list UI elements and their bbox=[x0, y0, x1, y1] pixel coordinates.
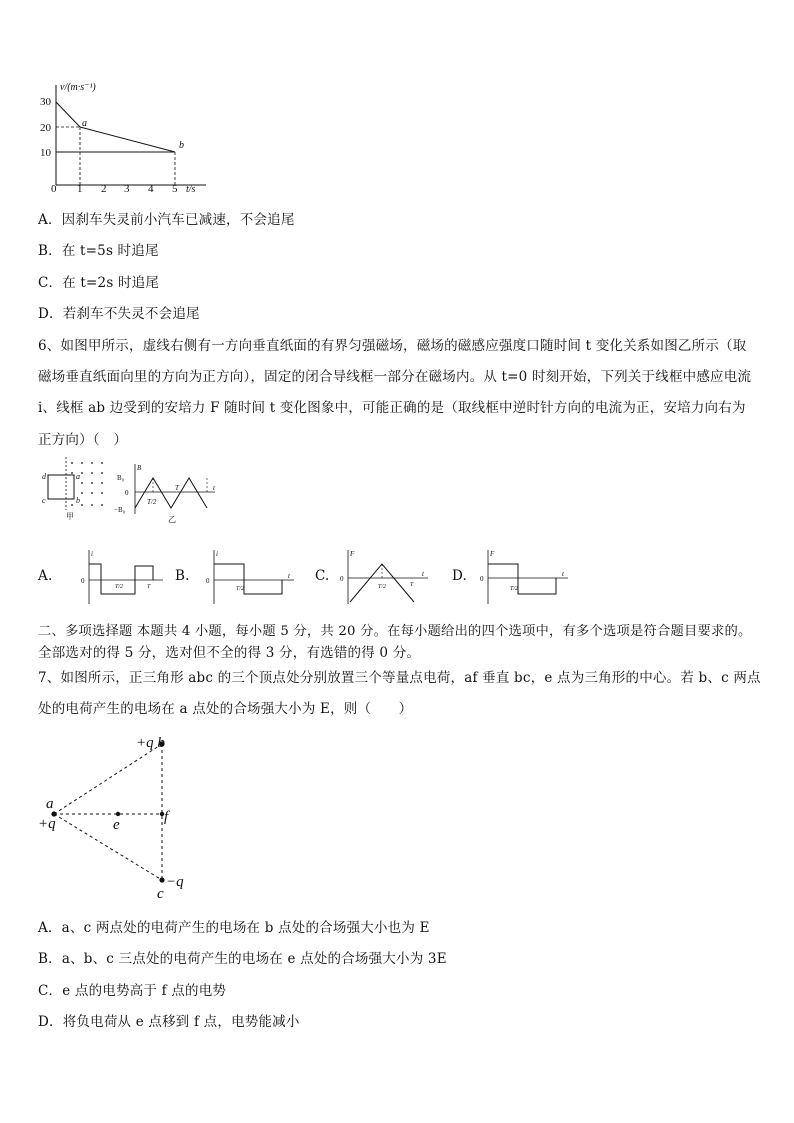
jia-d: d bbox=[42, 472, 46, 481]
label-c: c bbox=[157, 886, 164, 902]
vt-x-tick-0: 0 bbox=[51, 183, 57, 195]
c-axis-zero: 0 bbox=[340, 575, 344, 583]
b-curve bbox=[214, 564, 282, 594]
yi-B: B bbox=[137, 464, 142, 472]
yi-zero: 0 bbox=[125, 489, 129, 497]
q7-option-a: A．a、c 两点处的电荷产生的电场在 b 点处的合场强大小也为 E bbox=[38, 920, 430, 936]
d-t: t bbox=[562, 570, 564, 578]
section2-line-1: 二、多项选择题 本题共 4 小题，每小题 5 分，共 20 分。在每小题给出的四个选项中，有多个选项是符合题目要求的。 bbox=[38, 624, 752, 639]
yi-label: 乙 bbox=[168, 515, 176, 524]
jia-c: c bbox=[42, 496, 46, 505]
jia-a: a bbox=[76, 472, 80, 481]
q6-figure-yi bbox=[113, 462, 223, 524]
label-f: f bbox=[164, 809, 169, 825]
q7-triangle-figure bbox=[36, 728, 196, 900]
yi-b-curve bbox=[135, 478, 207, 508]
point-e bbox=[116, 812, 120, 816]
yi-B0: B₀ bbox=[117, 474, 125, 482]
d-T2: T/2 bbox=[510, 586, 519, 592]
vt-point-a: a bbox=[82, 118, 87, 129]
vt-x-tick-2: 2 bbox=[101, 183, 107, 195]
yi-T: T bbox=[175, 484, 179, 492]
q6-figure-jia bbox=[38, 455, 118, 520]
charge-c bbox=[159, 877, 164, 882]
q6-line-4: 正方向）（ ） bbox=[38, 432, 128, 448]
vt-graph bbox=[36, 80, 216, 195]
label-a: a bbox=[46, 796, 54, 812]
q6-option-d-graph bbox=[474, 548, 574, 608]
q6-option-b-graph bbox=[200, 548, 300, 608]
q6-option-a-label: A. bbox=[38, 568, 53, 584]
q6-option-d-label: D. bbox=[452, 568, 468, 584]
jia-label: 甲 bbox=[66, 512, 74, 521]
vt-line-car-1 bbox=[56, 102, 80, 127]
section2-line-2: 全部选对的得 5 分，选对但不全的得 3 分，有选错的得 0 分。 bbox=[38, 645, 421, 661]
d-axis-zero: 0 bbox=[480, 575, 484, 583]
d-curve bbox=[488, 564, 556, 594]
b-t: t bbox=[288, 572, 290, 580]
q7-line-1: 7、如图所示，正三角形 abc 的三个顶点处分别放置三个等量点电荷，af 垂直 bc，e 点为三角形的中心。若 b、c 两点 bbox=[38, 670, 761, 686]
jia-b: b bbox=[76, 496, 80, 505]
a-axis-zero: 0 bbox=[81, 577, 85, 585]
q6-option-c-label: C. bbox=[315, 568, 330, 584]
q7-option-d: D．将负电荷从 e 点移到 f 点，电势能减小 bbox=[38, 1014, 300, 1030]
q7-option-b: B．a、b、c 三点处的电荷产生的电场在 e 点处的合场强大小为 3E bbox=[38, 951, 447, 967]
yi-T2: T/2 bbox=[147, 498, 157, 506]
label-plus-q: +q bbox=[38, 816, 56, 832]
a-axis-i: i bbox=[91, 550, 93, 558]
q6-line-1: 6、如图甲所示，虚线右侧有一方向垂直纸面的有界匀强磁场，磁场的磁感应强度口随时间 t 变化关系如图乙所示（取 bbox=[38, 338, 747, 354]
yi-t: t bbox=[213, 484, 215, 492]
c-T2: T/2 bbox=[378, 584, 387, 590]
vt-x-tick-1: 1 bbox=[77, 183, 83, 195]
vt-y-tick-20: 20 bbox=[40, 122, 51, 134]
q5-option-d: D．若刹车不失灵不会追尾 bbox=[38, 306, 200, 322]
label-minus-q: −q bbox=[166, 874, 184, 890]
vt-y-tick-10: 10 bbox=[40, 147, 51, 159]
label-e: e bbox=[113, 817, 120, 833]
c-T: T bbox=[410, 582, 414, 588]
vt-point-b: b bbox=[179, 140, 184, 151]
b-T2: T/2 bbox=[236, 586, 245, 592]
label-b: +q b bbox=[136, 735, 165, 751]
q6-line-3: i、线框 ab 边受到的安培力 F 随时间 t 变化图象中，可能正确的是（取线框中逆时针方向的电流为正，安培力向右为 bbox=[38, 400, 746, 416]
q5-option-c: C．在 t=2s 时追尾 bbox=[38, 275, 160, 291]
d-axis-F: F bbox=[490, 550, 495, 558]
vt-line-car-2 bbox=[80, 127, 175, 152]
vt-x-label: t/s bbox=[186, 184, 196, 195]
a-T2: T/2 bbox=[115, 584, 124, 590]
vt-y-tick-30: 30 bbox=[40, 96, 51, 108]
vt-x-tick-4: 4 bbox=[148, 183, 154, 195]
a-T: T bbox=[147, 584, 151, 590]
b-axis-zero: 0 bbox=[206, 577, 210, 585]
q5-option-b: B．在 t=5s 时追尾 bbox=[38, 243, 159, 259]
q6-option-b-label: B. bbox=[175, 568, 190, 584]
q5-option-a: A．因刹车失灵前小汽车已减速，不会追尾 bbox=[38, 212, 295, 228]
q6-option-c-graph bbox=[334, 548, 434, 608]
q6-line-2: 磁场垂直纸面向里的方向为正方向），固定的闭合导线框一部分在磁场内。从 t=0 时刻开始，下列关于线框中感应电流 bbox=[38, 369, 752, 385]
c-t: t bbox=[422, 570, 424, 578]
vt-x-tick-3: 3 bbox=[124, 183, 130, 195]
c-axis-F: F bbox=[350, 550, 355, 558]
b-axis-i: i bbox=[216, 550, 218, 558]
vt-x-tick-5: 5 bbox=[172, 183, 178, 195]
q7-option-c: C．e 点的电势高于 f 点的电势 bbox=[38, 983, 227, 999]
q7-line-2: 处的电荷产生的电场在 a 点处的合场强大小为 E，则（ ） bbox=[38, 701, 413, 717]
q6-option-a-graph bbox=[75, 548, 170, 608]
yi-negB0: −B₀ bbox=[114, 506, 126, 514]
vt-y-label: v/(m·s⁻¹) bbox=[60, 82, 96, 93]
coil-frame bbox=[48, 475, 74, 499]
